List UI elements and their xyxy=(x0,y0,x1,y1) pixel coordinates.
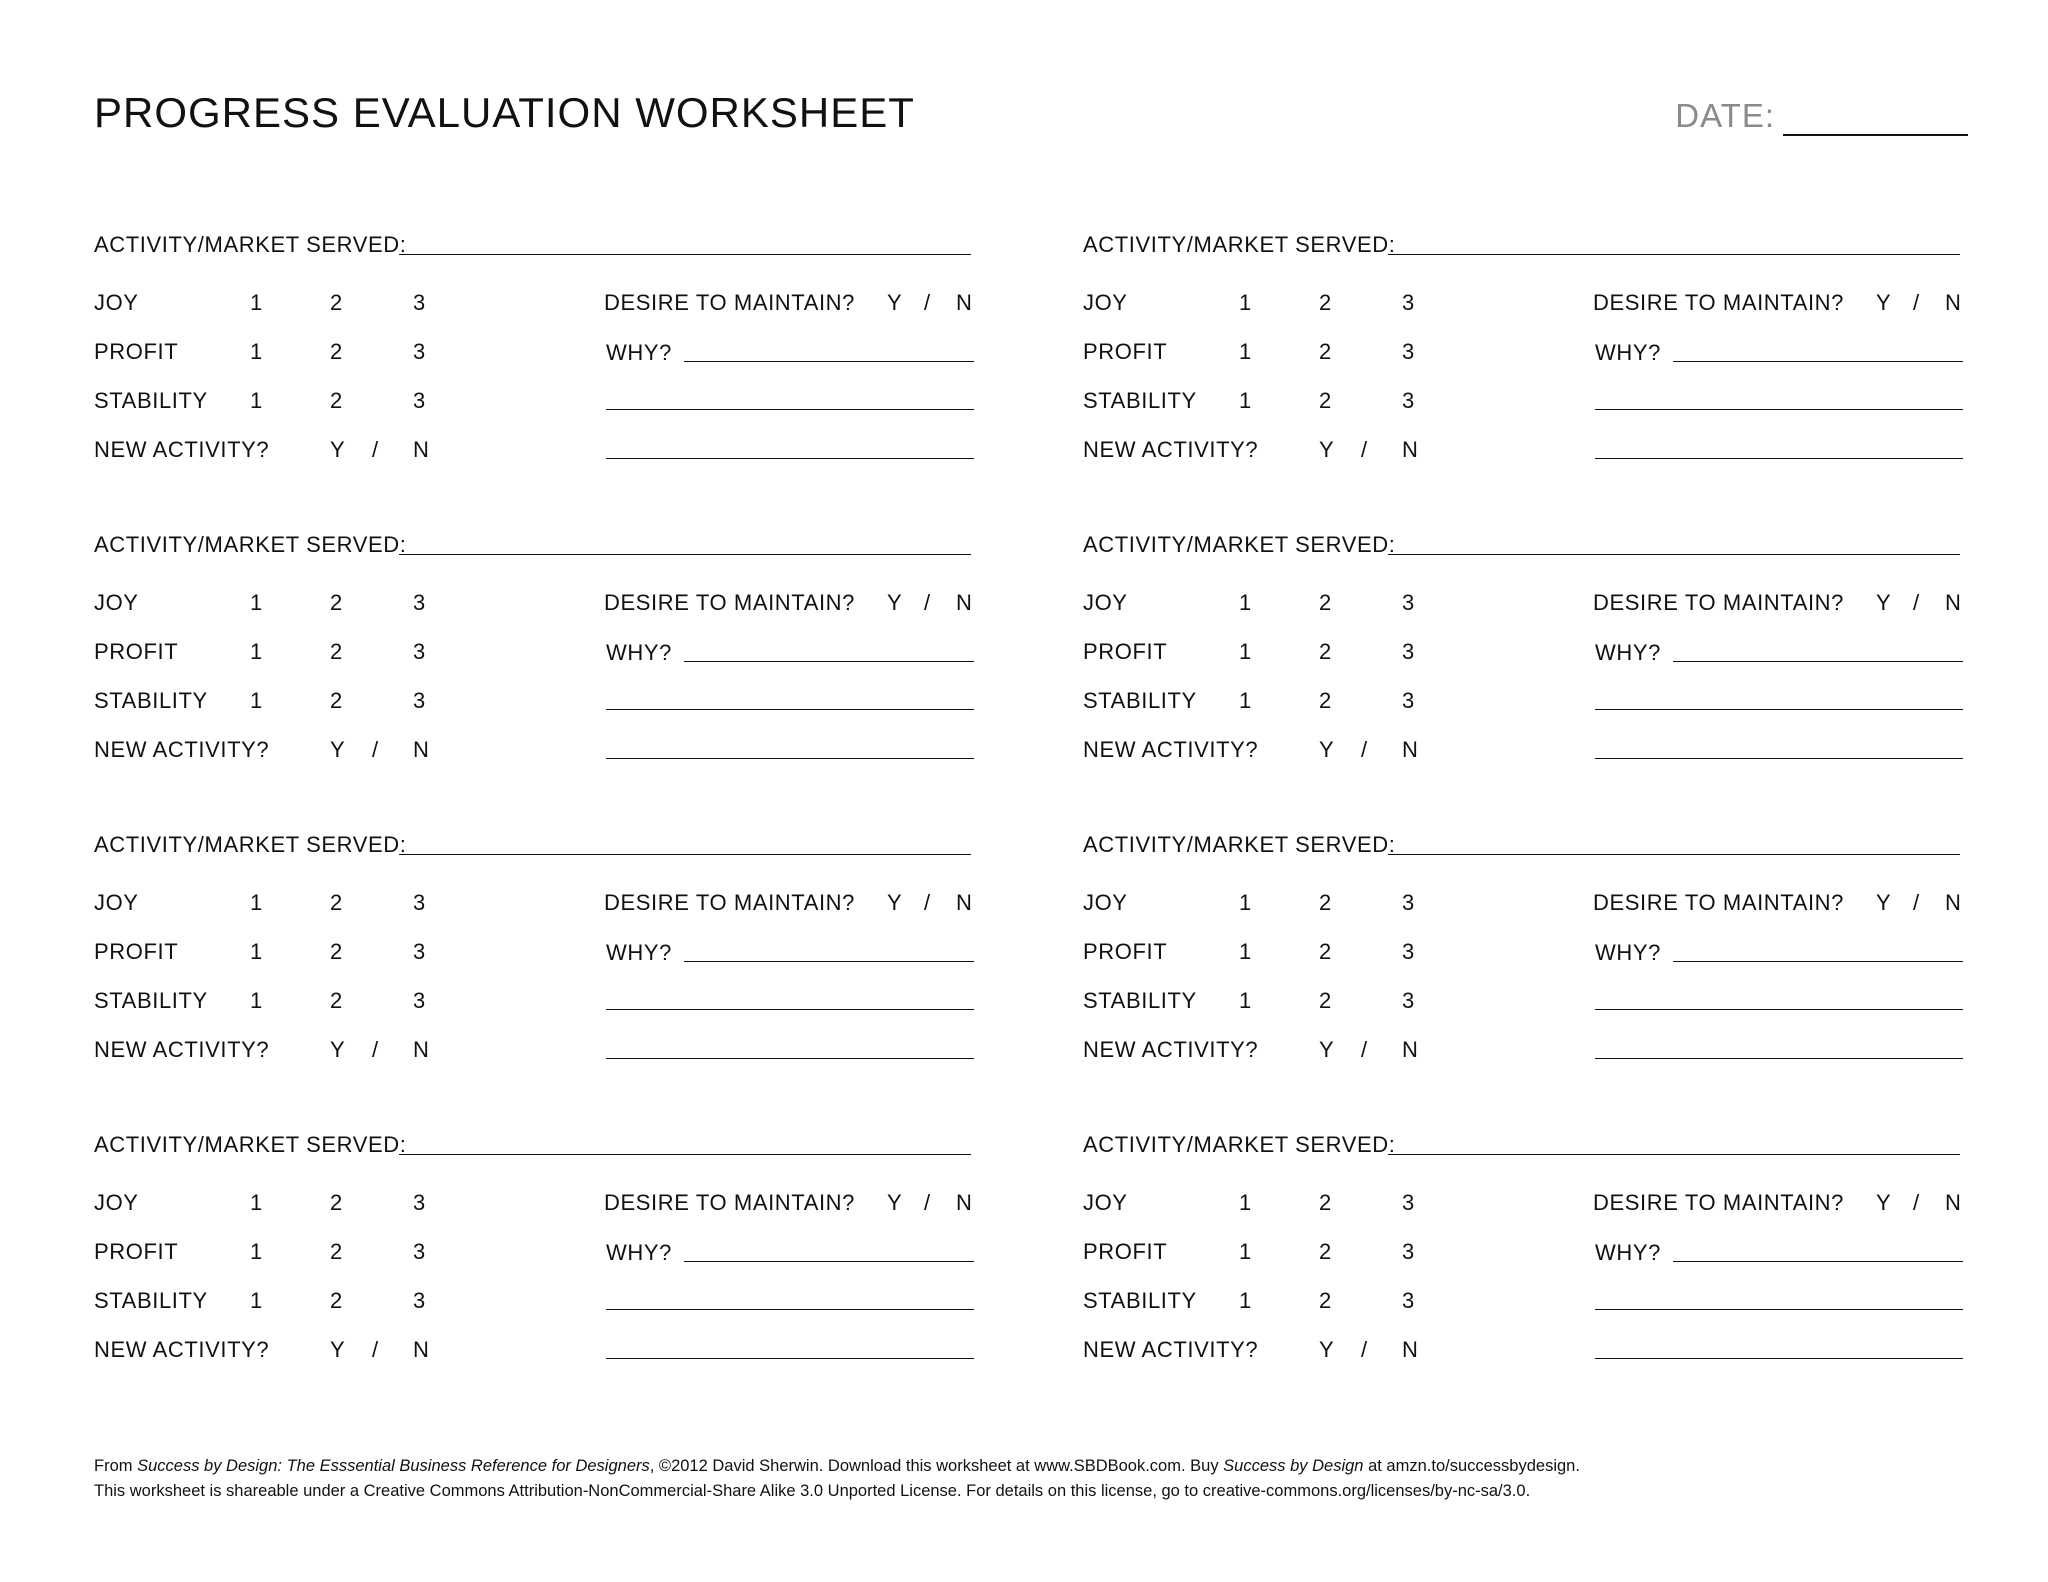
why-input-line-2[interactable] xyxy=(1595,709,1963,710)
profit-rating-2[interactable]: 2 xyxy=(1319,639,1332,664)
why-input-line-2[interactable] xyxy=(606,1009,974,1010)
profit-rating-2[interactable]: 2 xyxy=(330,939,343,964)
stability-rating-2[interactable]: 2 xyxy=(330,1288,343,1313)
why-input-line-3[interactable] xyxy=(606,758,974,759)
joy-rating-3[interactable]: 3 xyxy=(1402,890,1415,915)
stability-rating-1[interactable]: 1 xyxy=(250,688,263,713)
activity-input-line[interactable] xyxy=(399,554,971,555)
profit-label: PROFIT xyxy=(1083,639,1168,664)
why-label: WHY? xyxy=(1595,940,1661,965)
new-activity-yes[interactable]: Y xyxy=(330,1037,346,1062)
joy-rating-3[interactable]: 3 xyxy=(413,890,426,915)
activity-input-line[interactable] xyxy=(399,1154,971,1155)
stability-rating-3[interactable]: 3 xyxy=(413,988,426,1013)
evaluation-block-7 xyxy=(94,1132,974,1382)
joy-rating-2[interactable]: 2 xyxy=(330,1190,343,1215)
joy-label: JOY xyxy=(94,290,139,315)
profit-rating-3[interactable]: 3 xyxy=(413,1239,426,1264)
desire-slash: / xyxy=(924,1190,931,1215)
desire-label: DESIRE TO MAINTAIN? xyxy=(604,590,856,615)
joy-label: JOY xyxy=(1083,290,1128,315)
joy-rating-3[interactable]: 3 xyxy=(413,590,426,615)
new-activity-no[interactable]: N xyxy=(413,737,430,762)
new-activity-slash: / xyxy=(1361,737,1368,762)
new-activity-slash: / xyxy=(372,737,379,762)
profit-rating-3[interactable]: 3 xyxy=(1402,339,1415,364)
desire-slash: / xyxy=(924,290,931,315)
stability-label: STABILITY xyxy=(94,988,208,1013)
stability-rating-3[interactable]: 3 xyxy=(1402,1288,1415,1313)
new-activity-yes[interactable]: Y xyxy=(330,737,346,762)
joy-rating-1[interactable]: 1 xyxy=(1239,1190,1252,1215)
desire-slash: / xyxy=(1913,890,1920,915)
new-activity-yes[interactable]: Y xyxy=(1319,1037,1335,1062)
why-input-line-3[interactable] xyxy=(606,1358,974,1359)
desire-no[interactable]: N xyxy=(956,1190,973,1215)
footer xyxy=(94,1454,1580,1504)
activity-label: ACTIVITY/MARKET SERVED: xyxy=(1083,1132,1396,1157)
profit-rating-2[interactable]: 2 xyxy=(330,639,343,664)
activity-label: ACTIVITY/MARKET SERVED: xyxy=(94,1132,407,1157)
why-input-line-3[interactable] xyxy=(606,458,974,459)
evaluation-block-6 xyxy=(1083,832,1963,1082)
profit-rating-3[interactable]: 3 xyxy=(1402,1239,1415,1264)
stability-label: STABILITY xyxy=(94,1288,208,1313)
why-input-line[interactable] xyxy=(684,961,974,962)
stability-rating-3[interactable]: 3 xyxy=(1402,988,1415,1013)
desire-slash: / xyxy=(1913,290,1920,315)
why-input-line-3[interactable] xyxy=(1595,1058,1963,1059)
joy-rating-1[interactable]: 1 xyxy=(250,1190,263,1215)
stability-rating-1[interactable]: 1 xyxy=(250,388,263,413)
activity-input-line[interactable] xyxy=(1388,854,1960,855)
profit-label: PROFIT xyxy=(1083,339,1168,364)
profit-rating-1[interactable]: 1 xyxy=(250,639,263,664)
profit-rating-3[interactable]: 3 xyxy=(413,639,426,664)
stability-rating-2[interactable]: 2 xyxy=(330,388,343,413)
new-activity-label: NEW ACTIVITY? xyxy=(94,1037,270,1062)
joy-label: JOY xyxy=(94,890,139,915)
joy-rating-3[interactable]: 3 xyxy=(413,1190,426,1215)
joy-rating-2[interactable]: 2 xyxy=(1319,1190,1332,1215)
desire-no[interactable]: N xyxy=(956,590,973,615)
new-activity-label: NEW ACTIVITY? xyxy=(1083,1337,1259,1362)
new-activity-slash: / xyxy=(1361,1037,1368,1062)
evaluation-block-5 xyxy=(94,832,974,1082)
profit-label: PROFIT xyxy=(1083,939,1168,964)
desire-label: DESIRE TO MAINTAIN? xyxy=(1593,590,1845,615)
why-input-line[interactable] xyxy=(1673,961,1963,962)
activity-label: ACTIVITY/MARKET SERVED: xyxy=(94,832,407,857)
new-activity-no[interactable]: N xyxy=(413,1337,430,1362)
stability-rating-2[interactable]: 2 xyxy=(1319,1288,1332,1313)
new-activity-slash: / xyxy=(372,1037,379,1062)
new-activity-yes[interactable]: Y xyxy=(330,1337,346,1362)
page-title: PROGRESS EVALUATION WORKSHEET xyxy=(94,89,915,136)
why-input-line-3[interactable] xyxy=(606,1058,974,1059)
stability-rating-3[interactable]: 3 xyxy=(413,1288,426,1313)
stability-rating-2[interactable]: 2 xyxy=(1319,988,1332,1013)
joy-label: JOY xyxy=(1083,890,1128,915)
stability-rating-1[interactable]: 1 xyxy=(250,988,263,1013)
desire-yes[interactable]: Y xyxy=(887,890,903,915)
profit-rating-3[interactable]: 3 xyxy=(1402,939,1415,964)
desire-no[interactable]: N xyxy=(956,290,973,315)
profit-label: PROFIT xyxy=(94,939,179,964)
desire-label: DESIRE TO MAINTAIN? xyxy=(1593,1190,1845,1215)
desire-slash: / xyxy=(924,590,931,615)
why-input-line-2[interactable] xyxy=(1595,1309,1963,1310)
desire-yes[interactable]: Y xyxy=(887,290,903,315)
profit-rating-2[interactable]: 2 xyxy=(1319,339,1332,364)
why-input-line[interactable] xyxy=(684,361,974,362)
joy-rating-3[interactable]: 3 xyxy=(1402,1190,1415,1215)
desire-yes[interactable]: Y xyxy=(887,590,903,615)
profit-rating-2[interactable]: 2 xyxy=(1319,1239,1332,1264)
profit-label: PROFIT xyxy=(94,639,179,664)
why-input-line-3[interactable] xyxy=(1595,758,1963,759)
desire-slash: / xyxy=(1913,590,1920,615)
new-activity-no[interactable]: N xyxy=(413,1037,430,1062)
desire-yes[interactable]: Y xyxy=(1876,1190,1892,1215)
why-input-line-3[interactable] xyxy=(1595,458,1963,459)
joy-rating-3[interactable]: 3 xyxy=(1402,290,1415,315)
why-label: WHY? xyxy=(606,640,672,665)
desire-yes[interactable]: Y xyxy=(887,1190,903,1215)
activity-label: ACTIVITY/MARKET SERVED: xyxy=(1083,232,1396,257)
why-input-line-2[interactable] xyxy=(606,1309,974,1310)
stability-rating-2[interactable]: 2 xyxy=(330,688,343,713)
footer-line-2: This worksheet is shareable under a Creative Commons Attribution-NonCommercial-Share Alike 3.0 Unported License. For details on this license, go to creative-commons.org/licenses/by-nc-sa/3.0. xyxy=(94,1482,1531,1500)
why-input-line[interactable] xyxy=(1673,361,1963,362)
desire-slash: / xyxy=(924,890,931,915)
desire-label: DESIRE TO MAINTAIN? xyxy=(604,1190,856,1215)
profit-rating-1[interactable]: 1 xyxy=(1239,339,1252,364)
new-activity-no[interactable]: N xyxy=(1402,1337,1419,1362)
new-activity-slash: / xyxy=(372,437,379,462)
new-activity-slash: / xyxy=(1361,437,1368,462)
desire-label: DESIRE TO MAINTAIN? xyxy=(604,890,856,915)
why-input-line-2[interactable] xyxy=(606,409,974,410)
joy-rating-2[interactable]: 2 xyxy=(330,590,343,615)
stability-rating-1[interactable]: 1 xyxy=(250,1288,263,1313)
activity-input-line[interactable] xyxy=(1388,554,1960,555)
stability-rating-2[interactable]: 2 xyxy=(330,988,343,1013)
stability-rating-2[interactable]: 2 xyxy=(1319,388,1332,413)
profit-rating-2[interactable]: 2 xyxy=(330,1239,343,1264)
date-field xyxy=(1675,96,1968,136)
profit-label: PROFIT xyxy=(1083,1239,1168,1264)
profit-rating-1[interactable]: 1 xyxy=(250,339,263,364)
joy-rating-3[interactable]: 3 xyxy=(1402,590,1415,615)
profit-rating-3[interactable]: 3 xyxy=(413,339,426,364)
date-input-line[interactable] xyxy=(1783,100,1968,136)
desire-no[interactable]: N xyxy=(1945,890,1962,915)
stability-rating-1[interactable]: 1 xyxy=(1239,1288,1252,1313)
joy-rating-1[interactable]: 1 xyxy=(250,290,263,315)
profit-label: PROFIT xyxy=(94,339,179,364)
desire-no[interactable]: N xyxy=(1945,590,1962,615)
joy-rating-2[interactable]: 2 xyxy=(1319,890,1332,915)
date-label: DATE: xyxy=(1675,97,1775,134)
why-label: WHY? xyxy=(1595,1240,1661,1265)
desire-yes[interactable]: Y xyxy=(1876,590,1892,615)
why-label: WHY? xyxy=(1595,640,1661,665)
stability-rating-1[interactable]: 1 xyxy=(1239,388,1252,413)
joy-rating-1[interactable]: 1 xyxy=(1239,290,1252,315)
activity-input-line[interactable] xyxy=(1388,254,1960,255)
desire-yes[interactable]: Y xyxy=(1876,890,1892,915)
book-title-short: Success by Design xyxy=(1223,1457,1364,1475)
profit-rating-1[interactable]: 1 xyxy=(1239,939,1252,964)
stability-label: STABILITY xyxy=(1083,688,1197,713)
book-title: Success by Design: The Esssential Business Reference for Designers xyxy=(137,1457,650,1475)
joy-rating-1[interactable]: 1 xyxy=(1239,890,1252,915)
desire-no[interactable]: N xyxy=(1945,290,1962,315)
profit-rating-3[interactable]: 3 xyxy=(1402,639,1415,664)
new-activity-slash: / xyxy=(372,1337,379,1362)
stability-label: STABILITY xyxy=(1083,1288,1197,1313)
new-activity-yes[interactable]: Y xyxy=(1319,437,1335,462)
joy-rating-3[interactable]: 3 xyxy=(413,290,426,315)
new-activity-no[interactable]: N xyxy=(1402,437,1419,462)
new-activity-yes[interactable]: Y xyxy=(1319,1337,1335,1362)
new-activity-slash: / xyxy=(1361,1337,1368,1362)
why-label: WHY? xyxy=(606,340,672,365)
joy-label: JOY xyxy=(1083,590,1128,615)
profit-rating-2[interactable]: 2 xyxy=(1319,939,1332,964)
why-input-line[interactable] xyxy=(1673,661,1963,662)
activity-input-line[interactable] xyxy=(1388,1154,1960,1155)
evaluation-block-1 xyxy=(94,232,974,482)
evaluation-block-4 xyxy=(1083,532,1963,782)
joy-rating-1[interactable]: 1 xyxy=(250,890,263,915)
new-activity-label: NEW ACTIVITY? xyxy=(94,437,270,462)
stability-rating-1[interactable]: 1 xyxy=(1239,688,1252,713)
desire-label: DESIRE TO MAINTAIN? xyxy=(1593,890,1845,915)
why-input-line-2[interactable] xyxy=(1595,409,1963,410)
joy-rating-2[interactable]: 2 xyxy=(1319,290,1332,315)
new-activity-label: NEW ACTIVITY? xyxy=(1083,1037,1259,1062)
why-input-line-2[interactable] xyxy=(606,709,974,710)
footer-line-1: From Success by Design: The Esssential Business Reference for Designers, ©2012 David Sherwin. Download this worksheet at www.SBDBook.com. Buy Success by Design at amzn.to/successbydesign. xyxy=(94,1457,1580,1475)
profit-rating-1[interactable]: 1 xyxy=(250,939,263,964)
desire-yes[interactable]: Y xyxy=(1876,290,1892,315)
why-label: WHY? xyxy=(1595,340,1661,365)
desire-label: DESIRE TO MAINTAIN? xyxy=(1593,290,1845,315)
activity-input-line[interactable] xyxy=(399,854,971,855)
joy-rating-1[interactable]: 1 xyxy=(1239,590,1252,615)
new-activity-no[interactable]: N xyxy=(413,437,430,462)
why-input-line-3[interactable] xyxy=(1595,1358,1963,1359)
stability-rating-3[interactable]: 3 xyxy=(1402,688,1415,713)
activity-label: ACTIVITY/MARKET SERVED: xyxy=(1083,532,1396,557)
evaluation-block-8 xyxy=(1083,1132,1963,1382)
stability-rating-2[interactable]: 2 xyxy=(1319,688,1332,713)
stability-rating-3[interactable]: 3 xyxy=(1402,388,1415,413)
activity-label: ACTIVITY/MARKET SERVED: xyxy=(94,532,407,557)
stability-label: STABILITY xyxy=(94,388,208,413)
profit-rating-1[interactable]: 1 xyxy=(1239,639,1252,664)
profit-rating-3[interactable]: 3 xyxy=(413,939,426,964)
evaluation-block-2 xyxy=(1083,232,1963,482)
stability-label: STABILITY xyxy=(1083,988,1197,1013)
why-label: WHY? xyxy=(606,940,672,965)
stability-rating-3[interactable]: 3 xyxy=(413,688,426,713)
stability-rating-1[interactable]: 1 xyxy=(1239,988,1252,1013)
new-activity-yes[interactable]: Y xyxy=(330,437,346,462)
joy-rating-2[interactable]: 2 xyxy=(330,890,343,915)
new-activity-label: NEW ACTIVITY? xyxy=(1083,737,1259,762)
new-activity-label: NEW ACTIVITY? xyxy=(94,1337,270,1362)
desire-no[interactable]: N xyxy=(956,890,973,915)
stability-label: STABILITY xyxy=(1083,388,1197,413)
why-label: WHY? xyxy=(606,1240,672,1265)
activity-input-line[interactable] xyxy=(399,254,971,255)
joy-rating-2[interactable]: 2 xyxy=(330,290,343,315)
stability-rating-3[interactable]: 3 xyxy=(413,388,426,413)
profit-label: PROFIT xyxy=(94,1239,179,1264)
new-activity-no[interactable]: N xyxy=(1402,737,1419,762)
why-input-line-2[interactable] xyxy=(1595,1009,1963,1010)
desire-slash: / xyxy=(1913,1190,1920,1215)
new-activity-label: NEW ACTIVITY? xyxy=(1083,437,1259,462)
desire-no[interactable]: N xyxy=(1945,1190,1962,1215)
why-input-line[interactable] xyxy=(684,661,974,662)
joy-rating-1[interactable]: 1 xyxy=(250,590,263,615)
why-input-line[interactable] xyxy=(1673,1261,1963,1262)
new-activity-no[interactable]: N xyxy=(1402,1037,1419,1062)
new-activity-yes[interactable]: Y xyxy=(1319,737,1335,762)
activity-label: ACTIVITY/MARKET SERVED: xyxy=(94,232,407,257)
joy-rating-2[interactable]: 2 xyxy=(1319,590,1332,615)
why-input-line[interactable] xyxy=(684,1261,974,1262)
profit-rating-2[interactable]: 2 xyxy=(330,339,343,364)
joy-label: JOY xyxy=(94,1190,139,1215)
evaluation-block-3 xyxy=(94,532,974,782)
joy-label: JOY xyxy=(94,590,139,615)
stability-label: STABILITY xyxy=(94,688,208,713)
profit-rating-1[interactable]: 1 xyxy=(250,1239,263,1264)
desire-label: DESIRE TO MAINTAIN? xyxy=(604,290,856,315)
joy-label: JOY xyxy=(1083,1190,1128,1215)
activity-label: ACTIVITY/MARKET SERVED: xyxy=(1083,832,1396,857)
new-activity-label: NEW ACTIVITY? xyxy=(94,737,270,762)
profit-rating-1[interactable]: 1 xyxy=(1239,1239,1252,1264)
